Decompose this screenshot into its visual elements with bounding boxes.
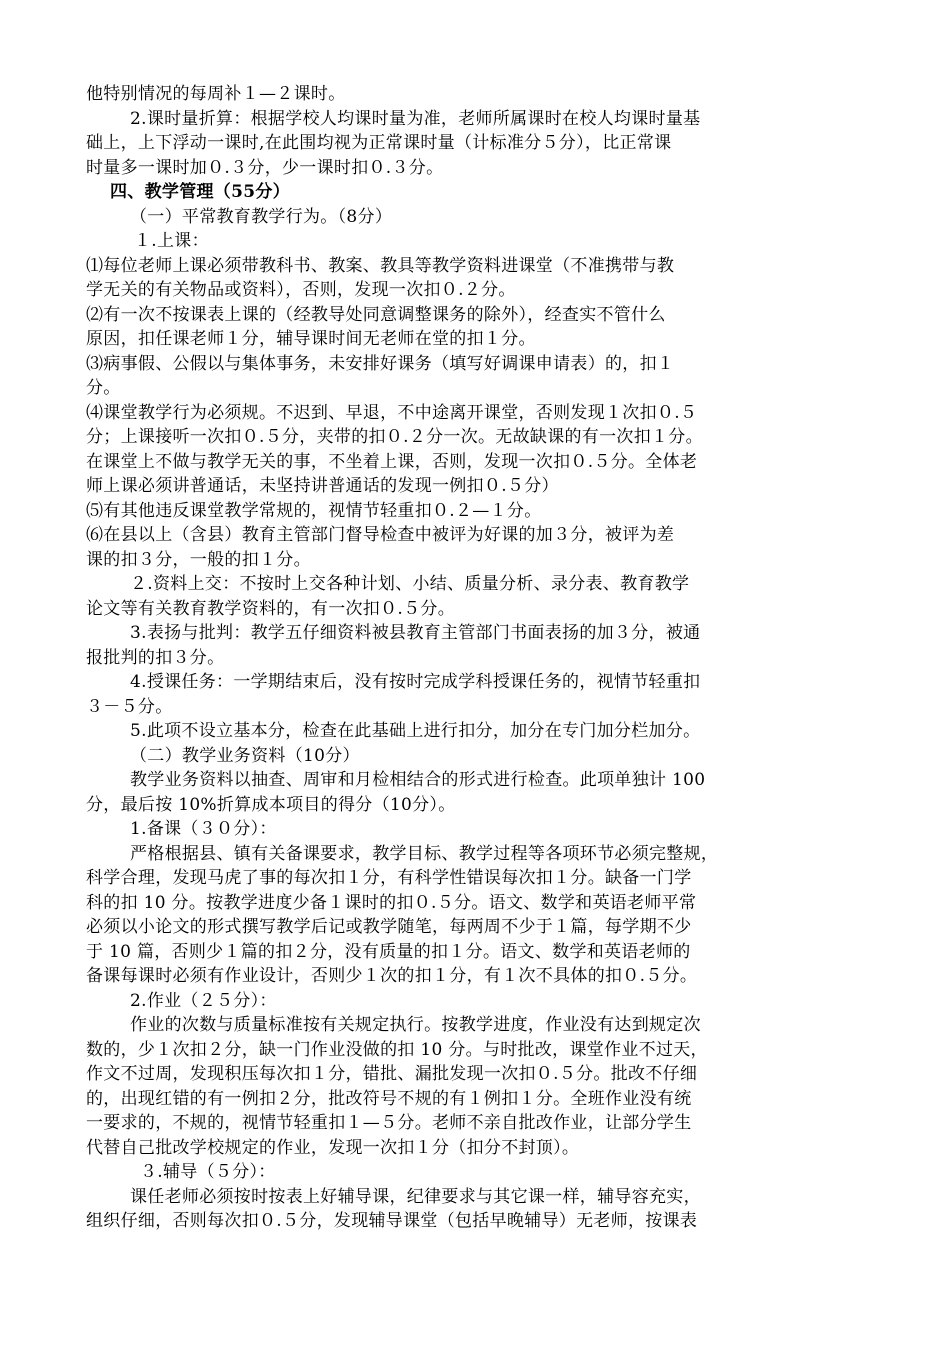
text-line: 代替自己批改学校规定的作业，发现一次扣１分（扣分不封顶）。 <box>86 1137 580 1158</box>
document-page <box>86 82 868 1234</box>
subsection-heading: （二）教学业务资料（10分） <box>130 745 360 766</box>
text-line: 师上课必须讲普通话，未坚持讲普通话的发现一例扣０.５分） <box>86 476 559 496</box>
text-line: ⑸有其他违反课堂教学常规的，视情节轻重扣０.２—１分。 <box>86 500 542 521</box>
text-line: 分。 <box>86 378 121 398</box>
text-line: 组织仔细，否则每次扣０.５分，发现辅导课堂（包括早晚辅导）无老师，按课表 <box>86 1211 698 1231</box>
text-line: 作文不过周，发现积压每次扣１分，错批、漏批发现一次扣０.５分。批改不仔细 <box>86 1064 698 1084</box>
text-line: 科学合理，发现马虎了事的每次扣１分，有科学性错误每次扣１分。缺备一门学 <box>86 868 692 888</box>
text-line: 学无关的有关物品或资料），否则，发现一次扣０.２分。 <box>86 280 516 300</box>
text-line: 2.课时量折算：根据学校人均课时量为准，老师所属课时在校人均课时量基 <box>130 108 701 129</box>
text-line: 必须以小论文的形式撰写教学后记或教学随笔，每两周不少于１篇，每学期不少 <box>86 917 692 937</box>
text-line: 报批判的扣３分。 <box>86 647 225 668</box>
subsection-heading: （一）平常教育教学行为。（8分） <box>130 206 393 227</box>
text-line: 5.此项不设立基本分，检查在此基础上进行扣分，加分在专门加分栏加分。 <box>130 721 701 741</box>
text-line: 于 10 篇，否则少１篇的扣２分，没有质量的扣１分。语文、数学和英语老师的 <box>86 941 691 962</box>
text-line: 备课每课时必须有作业设计，否则少１次的扣１分，有１次不具体的扣０.５分。 <box>86 966 698 986</box>
text-line: 作业的次数与质量标准按有关规定执行。按教学进度，作业没有达到规定次 <box>130 1015 701 1035</box>
text-line: 课的扣３分，一般的扣１分。 <box>86 549 311 570</box>
item-heading: 1.备课（３０分）： <box>130 819 277 839</box>
text-line: 他特别情况的每周补１—２课时。 <box>86 84 346 104</box>
text-line: 教学业务资料以抽查、周审和月检相结合的形式进行检查。此项单独计 100 <box>130 770 706 790</box>
section-heading: 四、教学管理（55分） <box>110 182 290 202</box>
item-heading: ３.辅导（５分）： <box>140 1162 276 1182</box>
text-line: 在课堂上不做与教学无关的事，不坐着上课，否则，发现一次扣０.５分。全体老 <box>86 451 698 472</box>
text-line: 一要求的，不规的，视情节轻重扣１—５分。老师不亲自批改作业，让部分学生 <box>86 1113 692 1133</box>
text-line: 原因，扣任课老师１分，辅导课时间无老师在堂的扣１分。 <box>86 329 536 349</box>
text-line: 的，出现红错的有一例扣２分，批改符号不规的有１例扣１分。全班作业没有统 <box>86 1088 692 1109</box>
text-line: ３－５分。 <box>86 696 173 717</box>
text-line: ⑵有一次不按课表上课的（经教导处同意调整课务的除外），经查实不管什么 <box>86 304 666 325</box>
text-line: 论文等有关教育教学资料的，有一次扣０.５分。 <box>86 598 456 619</box>
text-line: 课任老师必须按时按表上好辅导课，纪律要求与其它课一样，辅导容充实， <box>130 1186 701 1207</box>
text-line: 严格根据县、镇有关备课要求，教学目标、教学过程等各项环节必须完整规， <box>130 843 719 864</box>
text-line: 数的，少１次扣２分，缺一门作业没做的扣 10 分。与时批改，课堂作业不过天， <box>86 1039 708 1060</box>
text-line: ⑷课堂教学行为必须规。不迟到、早退，不中途离开课堂，否则发现１次扣０.５ <box>86 402 698 423</box>
text-line: ２.资料上交：不按时上交各种计划、小结、质量分析、录分表、教育教学 <box>130 574 690 594</box>
text-line: ⑹在县以上（含县）教育主管部门督导检查中被评为好课的加３分，被评为差 <box>86 525 675 545</box>
text-line: 分，最后按 10%折算成本项目的得分（10分）。 <box>86 794 456 815</box>
text-line: ⑶病事假、公假以与集体事务，未安排好课务（填写好调课申请表）的，扣１ <box>86 353 675 374</box>
text-line: 分；上课接听一次扣０.５分，夹带的扣０.２分一次。无故缺课的有一次扣１分。 <box>86 427 703 447</box>
text-line: 4.授课任务：一学期结束后，没有按时完成学科授课任务的，视情节轻重扣 <box>130 672 701 692</box>
item-heading: １.上课： <box>134 231 209 251</box>
text-line: 3.表扬与批判：教学五仔细资料被县教育主管部门书面表扬的加３分，被通 <box>130 623 701 643</box>
text-line: 础上，上下浮动一课时,在此围均视为正常课时量（计标准分５分），比正常课 <box>86 133 672 153</box>
item-heading: 2.作业（２５分）： <box>130 990 277 1011</box>
text-line: 科的扣 10 分。按教学进度少备１课时的扣０.５分。语文、数学和英语老师平常 <box>86 892 697 913</box>
text-line: ⑴每位老师上课必须带教科书、教案、教具等教学资料进课堂（不准携带与教 <box>86 255 675 276</box>
text-line: 时量多一课时加０.３分，少一课时扣０.３分。 <box>86 157 444 178</box>
